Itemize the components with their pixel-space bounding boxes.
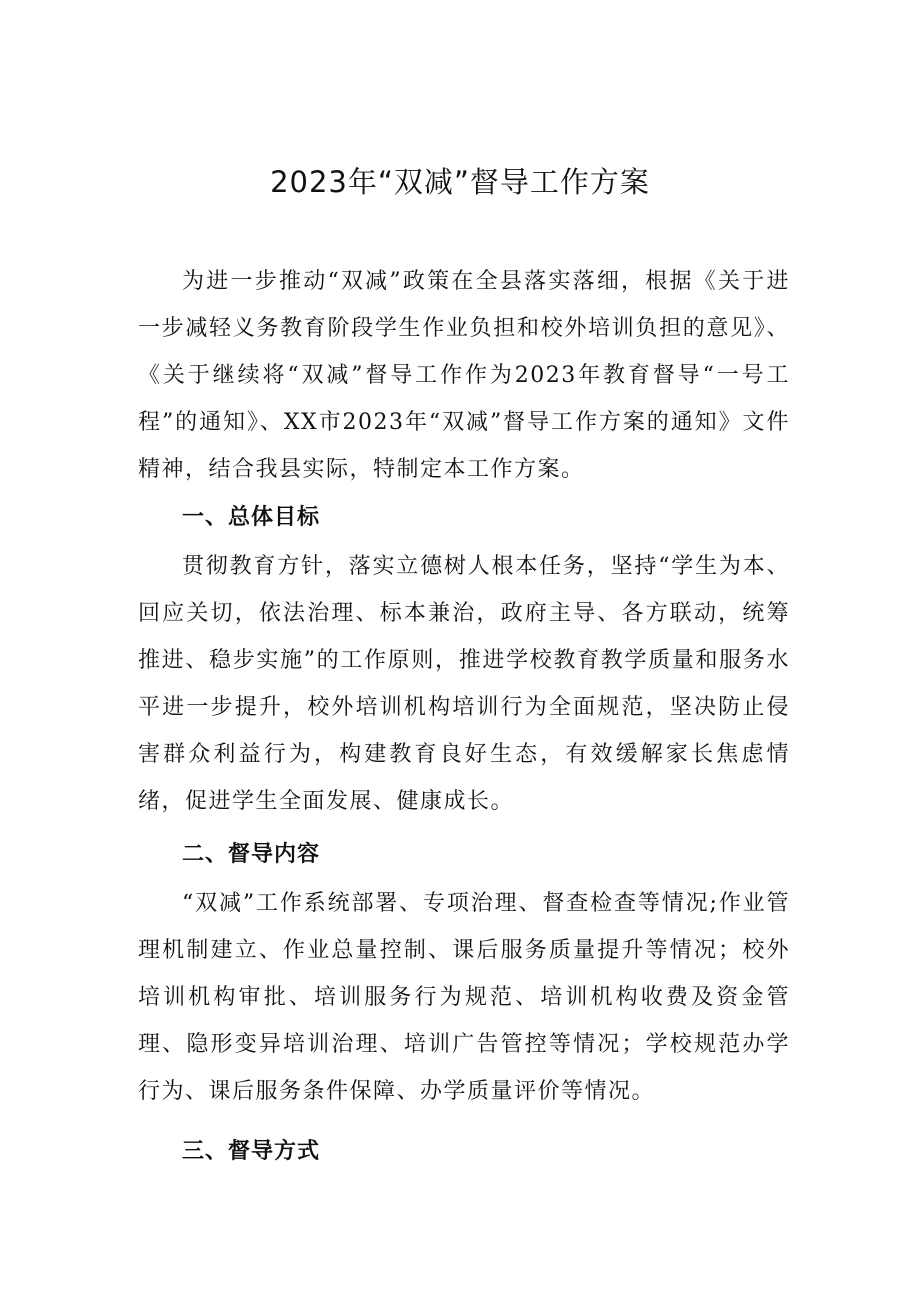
section-heading-methods: 三、督导方式 (182, 1139, 321, 1164)
intro-paragraph: 为进一步推动“双减”政策在全县落实落细，根据《关于进一步减轻义务教育阶段学生作业负担和校外培训负担的意见》、《关于继续将“双减”督导工作作为2023年教育督导“一号工程”的通知》、XX市2023年“双减”督导工作方案的通知》文件精神，结合我县实际，特制定本工作方案。 (138, 269, 790, 482)
section-heading-goals: 一、总体目标 (182, 505, 321, 530)
section-heading-content: 二、督导内容 (182, 842, 321, 867)
section-body-content: “双减”工作系统部署、专项治理、督查检查等情况;作业管理机制建立、作业总量控制、课后服务质量提升等情况；校外培训机构审批、培训服务行为规范、培训机构收费及资金管理、隐形变异培训治理、培训广告管控等情况；学校规范办学行为、课后服务条件保障、办学质量评价等情况。 (138, 891, 790, 1104)
section-body-goals: 贯彻教育方针，落实立德树人根本任务，坚持“学生为本、回应关切，依法治理、标本兼治，政府主导、各方联动，统筹推进、稳步实施”的工作原则，推进学校教育教学质量和服务水平进一步提升，校外培训机构培训行为全面规范，坚决防止侵害群众利益行为，构建教育良好生态，有效缓解家长焦虑情绪，促进学生全面发展、健康成长。 (138, 554, 790, 814)
document-title: 2023年“双减”督导工作方案 (270, 165, 650, 199)
